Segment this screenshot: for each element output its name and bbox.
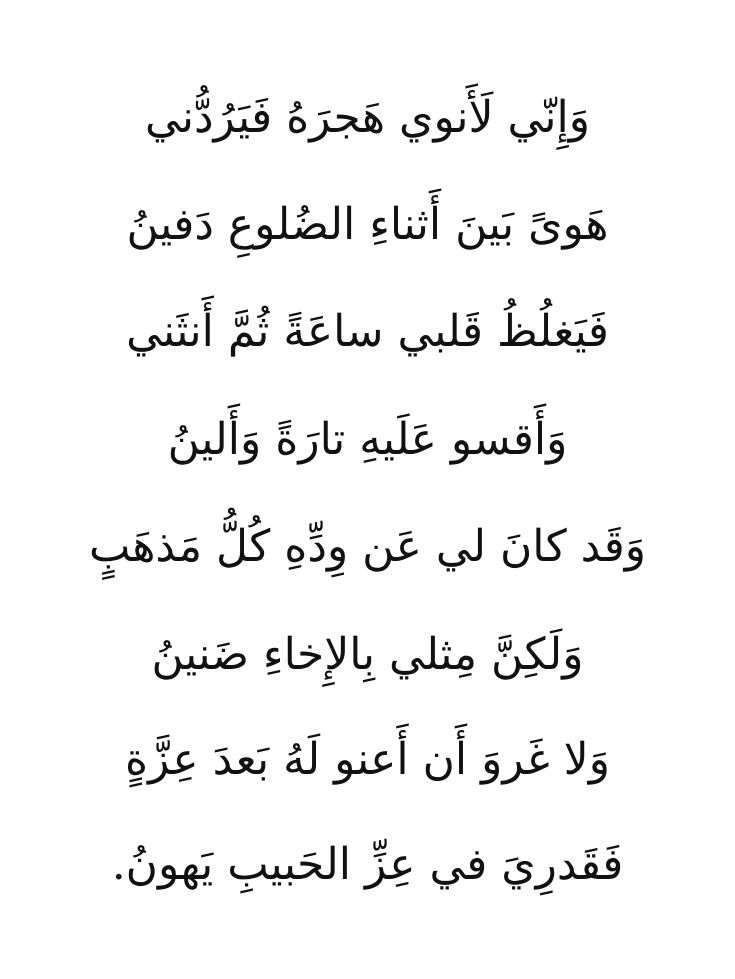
poem-line-2: هَوىً بَينَ أَثناءِ الضُلوعِ دَفينُ: [126, 199, 609, 250]
poem-line-5: وَقَد كانَ لي عَن وِدِّهِ كُلُّ مَذهَبٍ: [88, 521, 647, 572]
poem-line-8: فَقَدرِيَ في عِزِّ الحَبيبِ يَهونُ.: [111, 839, 624, 890]
poem-line-6: وَلَكِنَّ مِثلي بِالإِخاءِ ضَنينُ: [151, 629, 584, 680]
poem-line-4: وَأَقسو عَلَيهِ تارَةً وَأَلينُ: [167, 414, 568, 465]
poem-line-7: وَلا غَروَ أَن أَعنو لَهُ بَعدَ عِزَّةٍ: [125, 734, 610, 785]
poem-line-1: وَإِنّي لَأَنوي هَجرَهُ فَيَرُدُّني: [145, 92, 590, 143]
poem-line-3: فَيَغلُظُ قَلبي ساعَةً ثُمَّ أَنثَني: [126, 306, 609, 357]
